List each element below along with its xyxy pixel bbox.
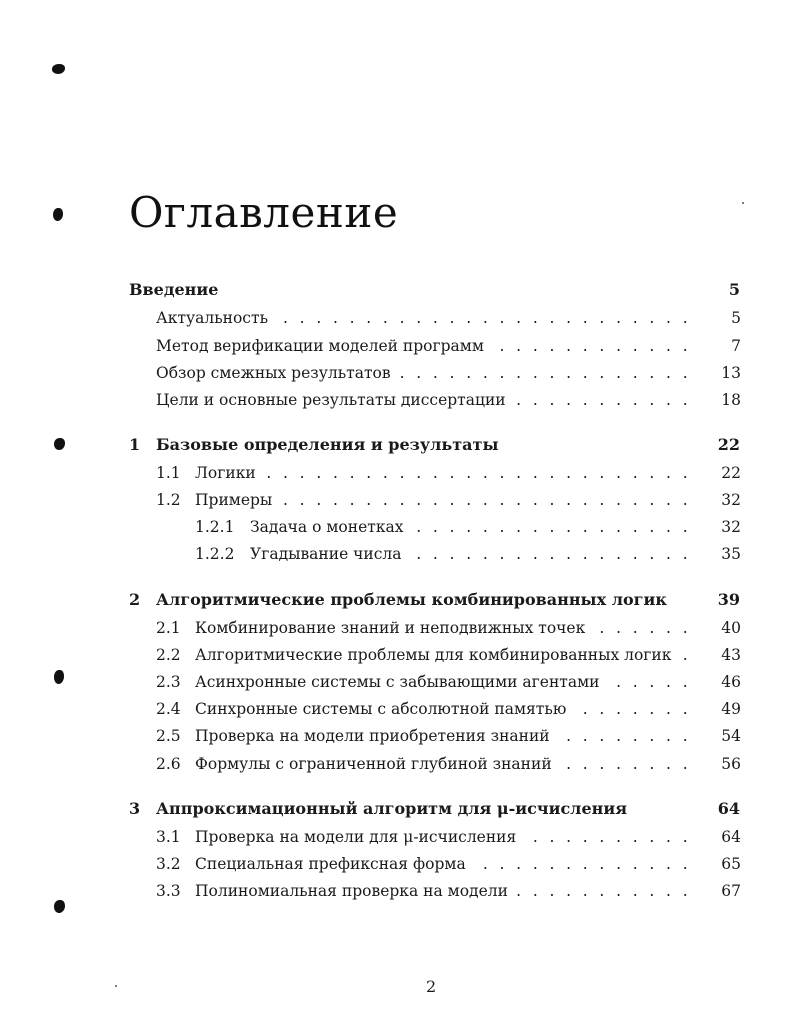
- toc-chapter-label: Аппроксимационный алгоритм для μ-исчисления: [156, 798, 631, 820]
- toc-section-number: 3.2: [156, 855, 181, 873]
- toc-item[interactable]: [0, 880, 791, 902]
- toc-section-number: 1.1: [156, 464, 181, 482]
- toc-item-label: Асинхронные системы с забывающими агентами: [195, 671, 604, 693]
- toc-page: 5: [697, 307, 741, 329]
- toc-item[interactable]: [0, 644, 791, 666]
- scan-speck: [742, 202, 744, 204]
- toc-item-label: Задача о монетках: [250, 516, 408, 538]
- toc-item[interactable]: [0, 489, 791, 511]
- toc-item-label: Полиномиальная проверка на модели: [195, 880, 512, 902]
- toc-page: 32: [697, 516, 741, 538]
- toc-page: 54: [697, 725, 741, 747]
- scan-blot: [53, 208, 63, 221]
- toc-leader: [195, 489, 741, 511]
- toc-page: 40: [697, 617, 741, 639]
- toc-item-label: Цели и основные результаты диссертации: [156, 389, 510, 411]
- toc-item-label: Примеры: [195, 489, 276, 511]
- toc-page: 22: [697, 462, 741, 484]
- toc-page: 49: [697, 698, 741, 720]
- toc-page: 65: [697, 853, 741, 875]
- toc-item[interactable]: [0, 853, 791, 875]
- toc-item[interactable]: [0, 543, 791, 565]
- toc-item-label: Проверка на модели приобретения знаний: [195, 725, 554, 747]
- toc-chapter-intro[interactable]: [0, 279, 791, 301]
- toc-section-number: 2.4: [156, 700, 181, 718]
- toc-section-number: 2.1: [156, 619, 181, 637]
- toc-chapter-2[interactable]: [0, 589, 791, 611]
- toc-section-number: 3.3: [156, 882, 181, 900]
- toc-page: 64: [697, 826, 741, 848]
- toc-chapter-label: Базовые определения и результаты: [156, 434, 502, 456]
- toc-chapter-1[interactable]: [0, 434, 791, 456]
- toc-chapter-number: 3: [129, 799, 141, 818]
- toc-item-label: Метод верификации моделей программ: [156, 335, 488, 357]
- toc-item[interactable]: [0, 516, 791, 538]
- toc-item[interactable]: [0, 826, 791, 848]
- toc-page: 67: [697, 880, 741, 902]
- toc-item[interactable]: [0, 362, 791, 384]
- toc-item[interactable]: [0, 462, 791, 484]
- toc-item-label: Формулы с ограниченной глубиной знаний: [195, 753, 556, 775]
- toc-leader: [195, 462, 741, 484]
- toc-chapter-3[interactable]: [0, 798, 791, 820]
- toc-item-label: Логики: [195, 462, 260, 484]
- toc-subsection-number: 1.2.2: [195, 545, 235, 563]
- toc-chapter-label: Введение: [129, 279, 222, 301]
- scan-blot: [52, 64, 65, 74]
- toc-item-label: Синхронные системы с абсолютной памятью: [195, 698, 570, 720]
- toc-item-label: Актуальность: [156, 307, 272, 329]
- toc-section-number: 2.2: [156, 646, 181, 664]
- toc-chapter-label: Алгоритмические проблемы комбинированных логик: [156, 589, 671, 611]
- toc-page: 5: [696, 279, 740, 301]
- toc-section-number: 2.6: [156, 755, 181, 773]
- toc-item[interactable]: [0, 389, 791, 411]
- toc-item[interactable]: [0, 671, 791, 693]
- toc-page: 39: [696, 589, 740, 611]
- toc-page: 35: [697, 543, 741, 565]
- toc-item[interactable]: [0, 698, 791, 720]
- toc-subsection-number: 1.2.1: [195, 518, 235, 536]
- toc-item[interactable]: [0, 335, 791, 357]
- toc-section-number: 1.2: [156, 491, 181, 509]
- toc-page: 46: [697, 671, 741, 693]
- toc-page: 43: [697, 644, 741, 666]
- page-title: Оглавление: [129, 188, 399, 238]
- toc-item-label: Специальная префиксная форма: [195, 853, 470, 875]
- toc-item[interactable]: [0, 725, 791, 747]
- toc-page: 18: [697, 389, 741, 411]
- toc-section-number: 3.1: [156, 828, 181, 846]
- toc-item-label: Угадывание числа: [250, 543, 406, 565]
- toc-page: 22: [696, 434, 740, 456]
- toc-item-label: Обзор смежных результатов: [156, 362, 395, 384]
- toc-chapter-number: 2: [129, 590, 141, 609]
- toc-item-label: Алгоритмические проблемы для комбинированных логик: [195, 644, 675, 666]
- toc-item[interactable]: [0, 617, 791, 639]
- scan-speck: [115, 985, 117, 987]
- toc-section-number: 2.3: [156, 673, 181, 691]
- page-number: 2: [426, 977, 437, 996]
- toc-section-number: 2.5: [156, 727, 181, 745]
- toc-item[interactable]: [0, 753, 791, 775]
- toc-chapter-number: 1: [129, 435, 141, 454]
- toc-item[interactable]: [0, 307, 791, 329]
- toc-item-label: Комбинирование знаний и неподвижных точек: [195, 617, 589, 639]
- toc-page: 56: [697, 753, 741, 775]
- toc-page: 64: [696, 798, 740, 820]
- toc-item-label: Проверка на модели для μ-исчисления: [195, 826, 520, 848]
- toc-page: 13: [697, 362, 741, 384]
- toc-page: 32: [697, 489, 741, 511]
- toc-page: 7: [697, 335, 741, 357]
